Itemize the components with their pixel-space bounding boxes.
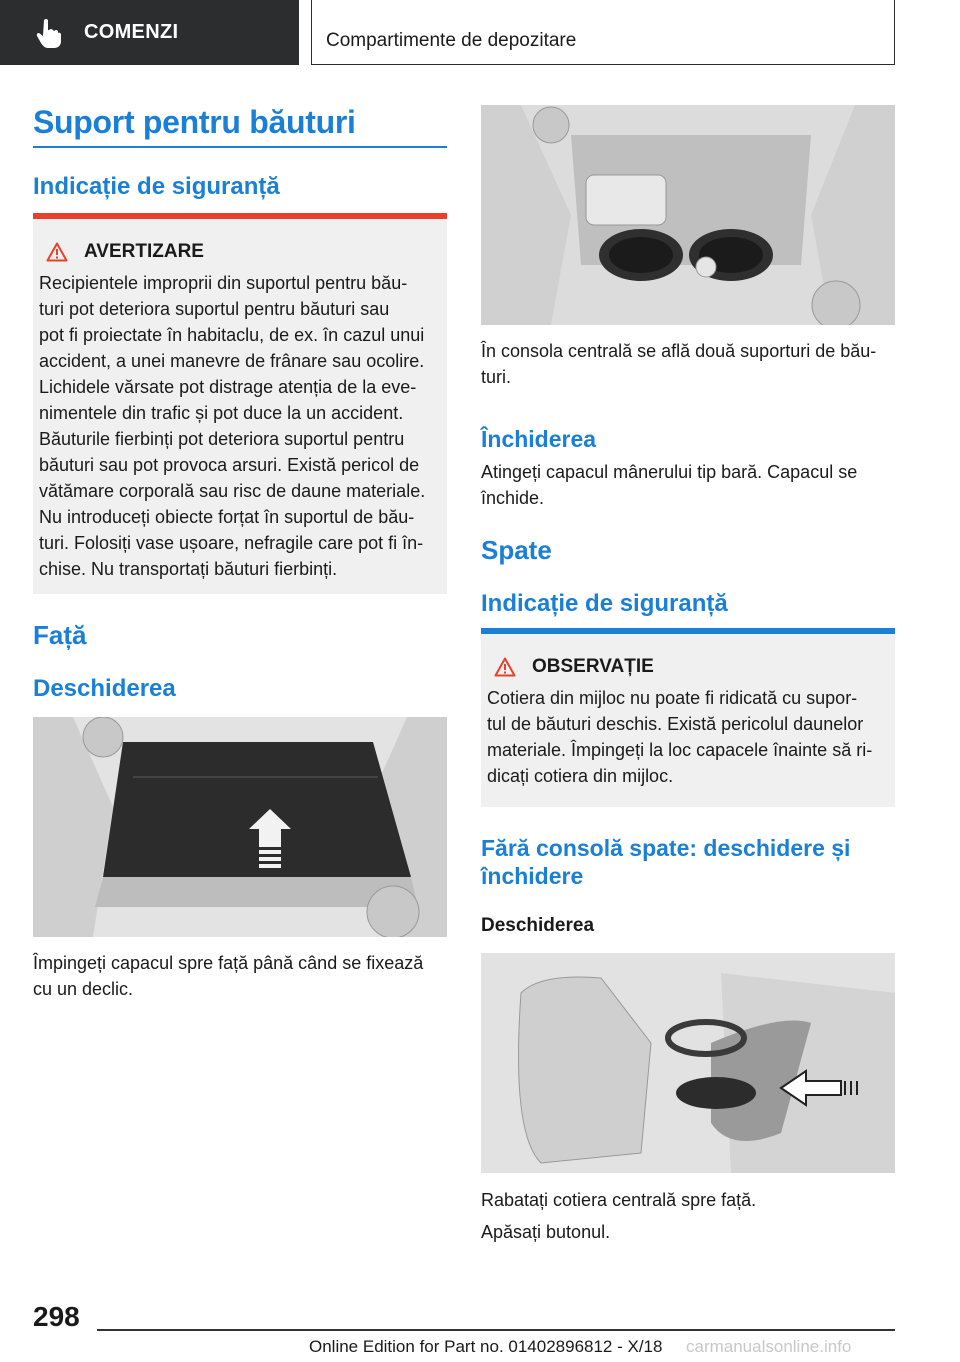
caption-line: În consola centrală se află două suporturi de bău-: [481, 341, 877, 361]
front-console-photo: [33, 717, 447, 937]
no-console-heading: [481, 834, 895, 890]
warning-line: băuturi sau pot provoca arsuri. Există pericol de: [39, 455, 420, 475]
notice-line: materiale. Împingeți la loc capacele înainte să ri-: [487, 740, 873, 760]
warning-line: Recipientele improprii din suportul pentru bău-: [39, 273, 408, 293]
warning-title-row: [46, 241, 204, 263]
section-tab: [311, 0, 895, 65]
notice-title-row: [494, 656, 654, 678]
cupholder-photo: [481, 105, 895, 325]
close-heading: Închiderea: [481, 426, 597, 452]
title-rule: [33, 146, 447, 148]
notice-box: [481, 634, 895, 807]
warning-line: Băuturile fierbinți pot deteriora suportul pentru: [39, 429, 405, 449]
edition-text: Online Edition for Part no. 01402896812 - X/18: [309, 1337, 663, 1356]
warning-line: accident, a unei manevre de frânare sau ocolire.: [39, 351, 425, 371]
warning-line: Lichidele vărsate pot distrage atenția de la eve-: [39, 377, 417, 397]
notice-line: dicați cotiera din mijloc.: [487, 766, 674, 786]
page-number: 298: [33, 1301, 80, 1332]
caption-line: Împingeți capacul spre față până când se fixează: [33, 953, 424, 973]
page-title: Suport pentru băuturi: [33, 104, 356, 140]
warning-box: [33, 219, 447, 594]
warning-line: pot fi proiectate în habitaclu, de ex. în cazul unui: [39, 325, 425, 345]
caption-line: cu un declic.: [33, 979, 134, 999]
warning-title: AVERTIZARE: [84, 241, 204, 262]
notice-triangle-icon: [494, 657, 516, 677]
warning-line: vătămare corporală sau risc de daune materiale.: [39, 481, 426, 501]
chapter-label: COMENZI: [84, 21, 179, 43]
heading-line: Fără consolă spate: deschidere și: [481, 835, 851, 861]
open-heading-left: Deschiderea: [33, 675, 176, 702]
watermark: carmanualsonline.info: [686, 1337, 852, 1356]
warning-triangle-icon: [46, 242, 68, 262]
warning-text: [39, 270, 447, 582]
front-heading: Față: [33, 620, 87, 650]
warning-line: turi pot deteriora suportul pentru băuturi sau: [39, 299, 390, 319]
step-2: Apăsați butonul.: [481, 1222, 611, 1242]
warning-line: chise. Nu transportați băuturi fierbinți.: [39, 559, 338, 579]
safety-heading-right: Indicație de siguranță: [481, 590, 728, 617]
warning-line: turi. Folosiți vase ușoare, nefragile care pot fi în-: [39, 533, 424, 553]
close-text: [481, 459, 901, 511]
armrest-photo: [481, 953, 895, 1173]
safety-heading-left: Indicație de siguranță: [33, 173, 280, 200]
notice-line: tul de băuturi deschis. Există pericolul daunelor: [487, 714, 864, 734]
front-caption: [33, 950, 453, 1002]
warning-line: Nu introduceți obiecte forțat în suportul de bău-: [39, 507, 415, 527]
step-1: Rabatați cotiera centrală spre față.: [481, 1190, 757, 1210]
notice-text: [487, 685, 895, 789]
cupholder-caption: [481, 338, 901, 390]
warning-line: nimentele din trafic și pot duce la un accident.: [39, 403, 404, 423]
heading-line: închidere: [481, 863, 584, 889]
text-line: Atingeți capacul mânerului tip bară. Capacul se: [481, 462, 858, 482]
text-line: închide.: [481, 488, 545, 508]
footer-rule: [97, 1329, 895, 1331]
rear-heading: Spate: [481, 535, 552, 565]
section-label: Compartimente de depozitare: [326, 30, 577, 51]
caption-line: turi.: [481, 367, 512, 387]
notice-title: OBSERVAȚIE: [532, 656, 654, 677]
open-subheading: Deschiderea: [481, 915, 595, 936]
hand-pointer-icon: [36, 18, 66, 48]
chapter-tab: [0, 0, 299, 65]
notice-line: Cotiera din mijloc nu poate fi ridicată cu supor-: [487, 688, 858, 708]
